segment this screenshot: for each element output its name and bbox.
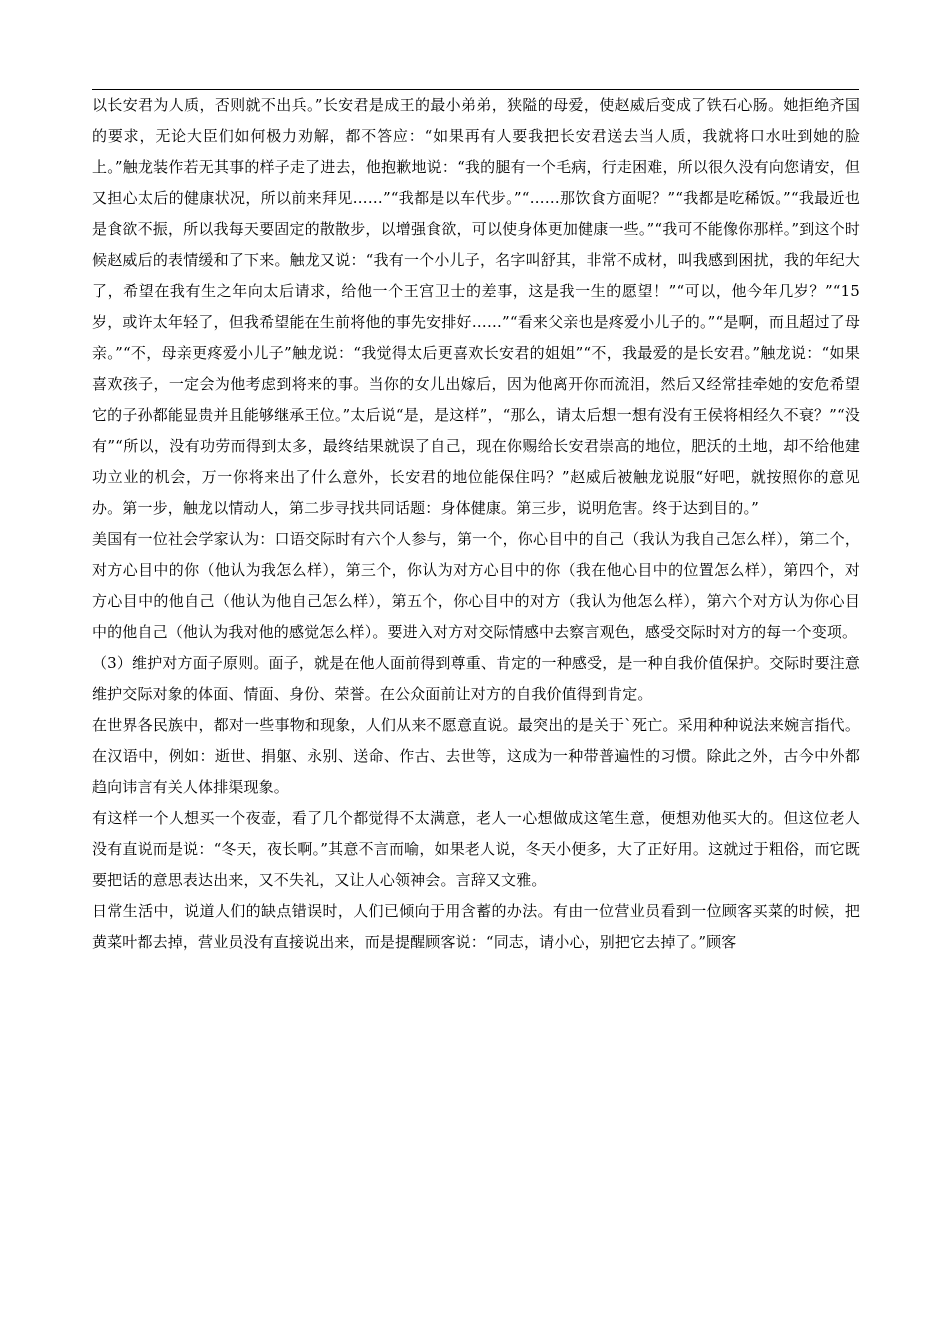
document-body — [92, 90, 860, 958]
paragraph-euphemism-death: 在世界各民族中，都对一些事物和现象，人们从来不愿意直说。最突出的是关于`死亡。采用种种说法来婉言指代。在汉语中，例如：逝世、捐躯、永别、送命、作古、去世等，这成为一种带普遍性的习惯。除此之外，古今中外都趋向讳言有关人体排渠现象。 — [92, 716, 860, 796]
paragraph-shop-assistant-story: 日常生活中，说道人们的缺点错误时，人们已倾向于用含蓄的办法。有由一位营业员看到一位顾客买菜的时候，把黄菜叶都去掉，营业员没有直接说出来，而是提醒顾客说：“同志，请小心，别把它去掉了。”顾客 — [92, 902, 860, 951]
paragraph-face-principle: （3）维护对方面子原则。面子，就是在他人面前得到尊重、肯定的一种感受，是一种自我价值保护。交际时要注意维护交际对象的体面、情面、身份、荣誉。在公众面前让对方的自我价值得到肯定。 — [92, 654, 860, 703]
paragraph-touchlong-story: 以长安君为人质，否则就不出兵。”长安君是成王的最小弟弟，狭隘的母爱，使赵威后变成了铁石心肠。她拒绝齐国的要求，无论大臣们如何极力劝解，都不答应：“如果再有人要我把长安君送去当人质，我就将口水吐到她的脸上。”触龙装作若无其事的样子走了进去，他抱歉地说：“我的腿有一个毛病，行走困难，所以很久没有向您请安，但又担心太后的健康状况，所以前来拜见……”“我都是以车代步。”“……那饮食方面呢？”“我都是吃稀饭。”“我最近也是食欲不振，所以我每天要固定的散散步，以增强食欲，可以使身体更加健康一些。”“我可不能像你那样。”到这个时候赵威后的表情缓和了下来。触龙又说：“我有一个小儿子，名字叫舒其，非常不成材，叫我感到困扰，我的年纪大了，希望在我有生之年向太后请求，给他一个王宫卫士的差事，这是我一生的愿望！”“可以，他今年几岁？”“15岁，或许太年轻了，但我希望能在生前将他的事先安排好……”“看来父亲也是疼爱小儿子的。”“是啊，而且超过了母亲。”“不，母亲更疼爱小儿子”触龙说：“我觉得太后更喜欢长安君的姐姐”“不，我最爱的是长安君。”触龙说：“如果喜欢孩子，一定会为他考虑到将来的事。当你的女儿出嫁后，因为他离开你而流泪，然后又经常挂牵她的安危希望它的子孙都能显贵并且能够继承王位。”太后说“是，是这样”，“那么，请太后想一想有没有王侯将相经久不衰？”“没有”“所以，没有功劳而得到太多，最终结果就误了自己，现在你赐给长安君崇高的地位，肥沃的土地，却不给他建功立业的机会，万一你将来出了什么意外，长安君的地位能保住吗？”赵威后被触龙说服“好吧，就按照你的意见办。第一步，触龙以情动人，第二步寻找共同话题：身体健康。第三步，说明危害。终于达到目的。” — [92, 96, 860, 517]
paragraph-chamber-pot-story: 有这样一个人想买一个夜壶，看了几个都觉得不太满意，老人一心想做成这笔生意，便想劝他买大的。但这位老人没有直说而是说：“冬天，夜长啊。”其意不言而喻，如果老人说，冬天小便多，大了正好用。这就过于粗俗，而它既要把话的意思表达出来，又不失礼，又让人心领神会。言辞又文雅。 — [92, 809, 860, 889]
paragraph-six-people-theory: 美国有一位社会学家认为：口语交际时有六个人参与，第一个，你心目中的自己（我认为我自己怎么样），第二个，对方心目中的你（他认为我怎么样），第三个，你认为对方心目中的你（我在他心目中的位置怎么样），第四个，对方心目中的他自己（他认为他自己怎么样），第五个，你心目中的对方（我认为他怎么样），第六个对方认为你心目中的他自己（他认为我对他的感觉怎么样）。要进入对方对交际情感中去察言观色，感受交际时对方的每一个变项。 — [92, 530, 860, 641]
